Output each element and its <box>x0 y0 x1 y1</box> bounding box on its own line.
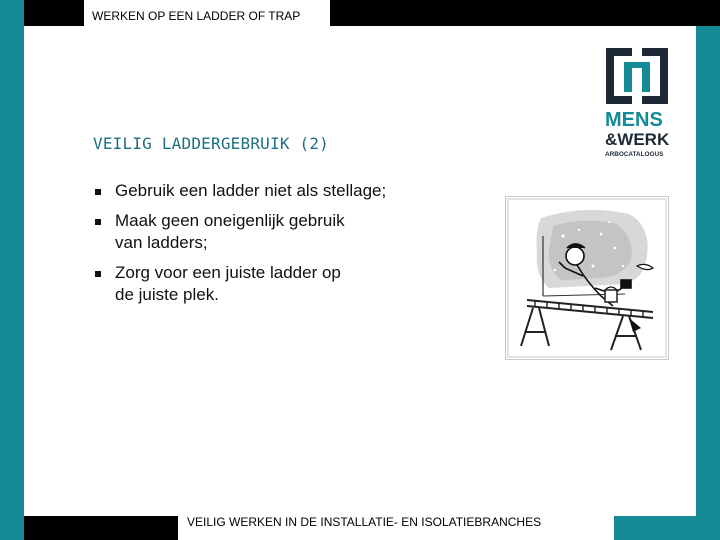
logo-line-werk: &WERK <box>605 130 670 149</box>
list-item <box>95 210 415 254</box>
bullet-text-continued: de juiste plek. <box>115 285 219 304</box>
list-item <box>95 180 415 202</box>
logo-line-mens: MENS <box>605 109 663 131</box>
right-accent-band <box>696 26 720 516</box>
bullet-text: Maak geen oneigenlijk gebruik <box>115 211 345 230</box>
left-accent-band <box>0 0 24 540</box>
bullet-list <box>95 180 415 314</box>
mens-werk-logo <box>604 46 670 158</box>
footer-accent-band <box>614 516 720 540</box>
bullet-text-continued: van ladders; <box>115 233 208 252</box>
bullet-text: Gebruik een ladder niet als stellage; <box>115 181 387 200</box>
slide-title: VEILIG LADDERGEBRUIK (2) <box>93 134 329 153</box>
list-item <box>95 262 415 306</box>
bullet-square-icon <box>95 189 101 195</box>
header-title: WERKEN OP EEN LADDER OF TRAP <box>92 9 301 23</box>
cartoon-ladder-misuse-illustration <box>505 196 669 360</box>
logo-line-arbocatalogus: ARBOCATALOGUS <box>605 151 664 158</box>
bullet-square-icon <box>95 219 101 225</box>
bullet-square-icon <box>95 271 101 277</box>
bullet-text: Zorg voor een juiste ladder op <box>115 263 341 282</box>
footer-text: VEILIG WERKEN IN DE INSTALLATIE- EN ISOLATIEBRANCHES <box>187 515 542 529</box>
logo-mark-icon <box>606 48 668 104</box>
